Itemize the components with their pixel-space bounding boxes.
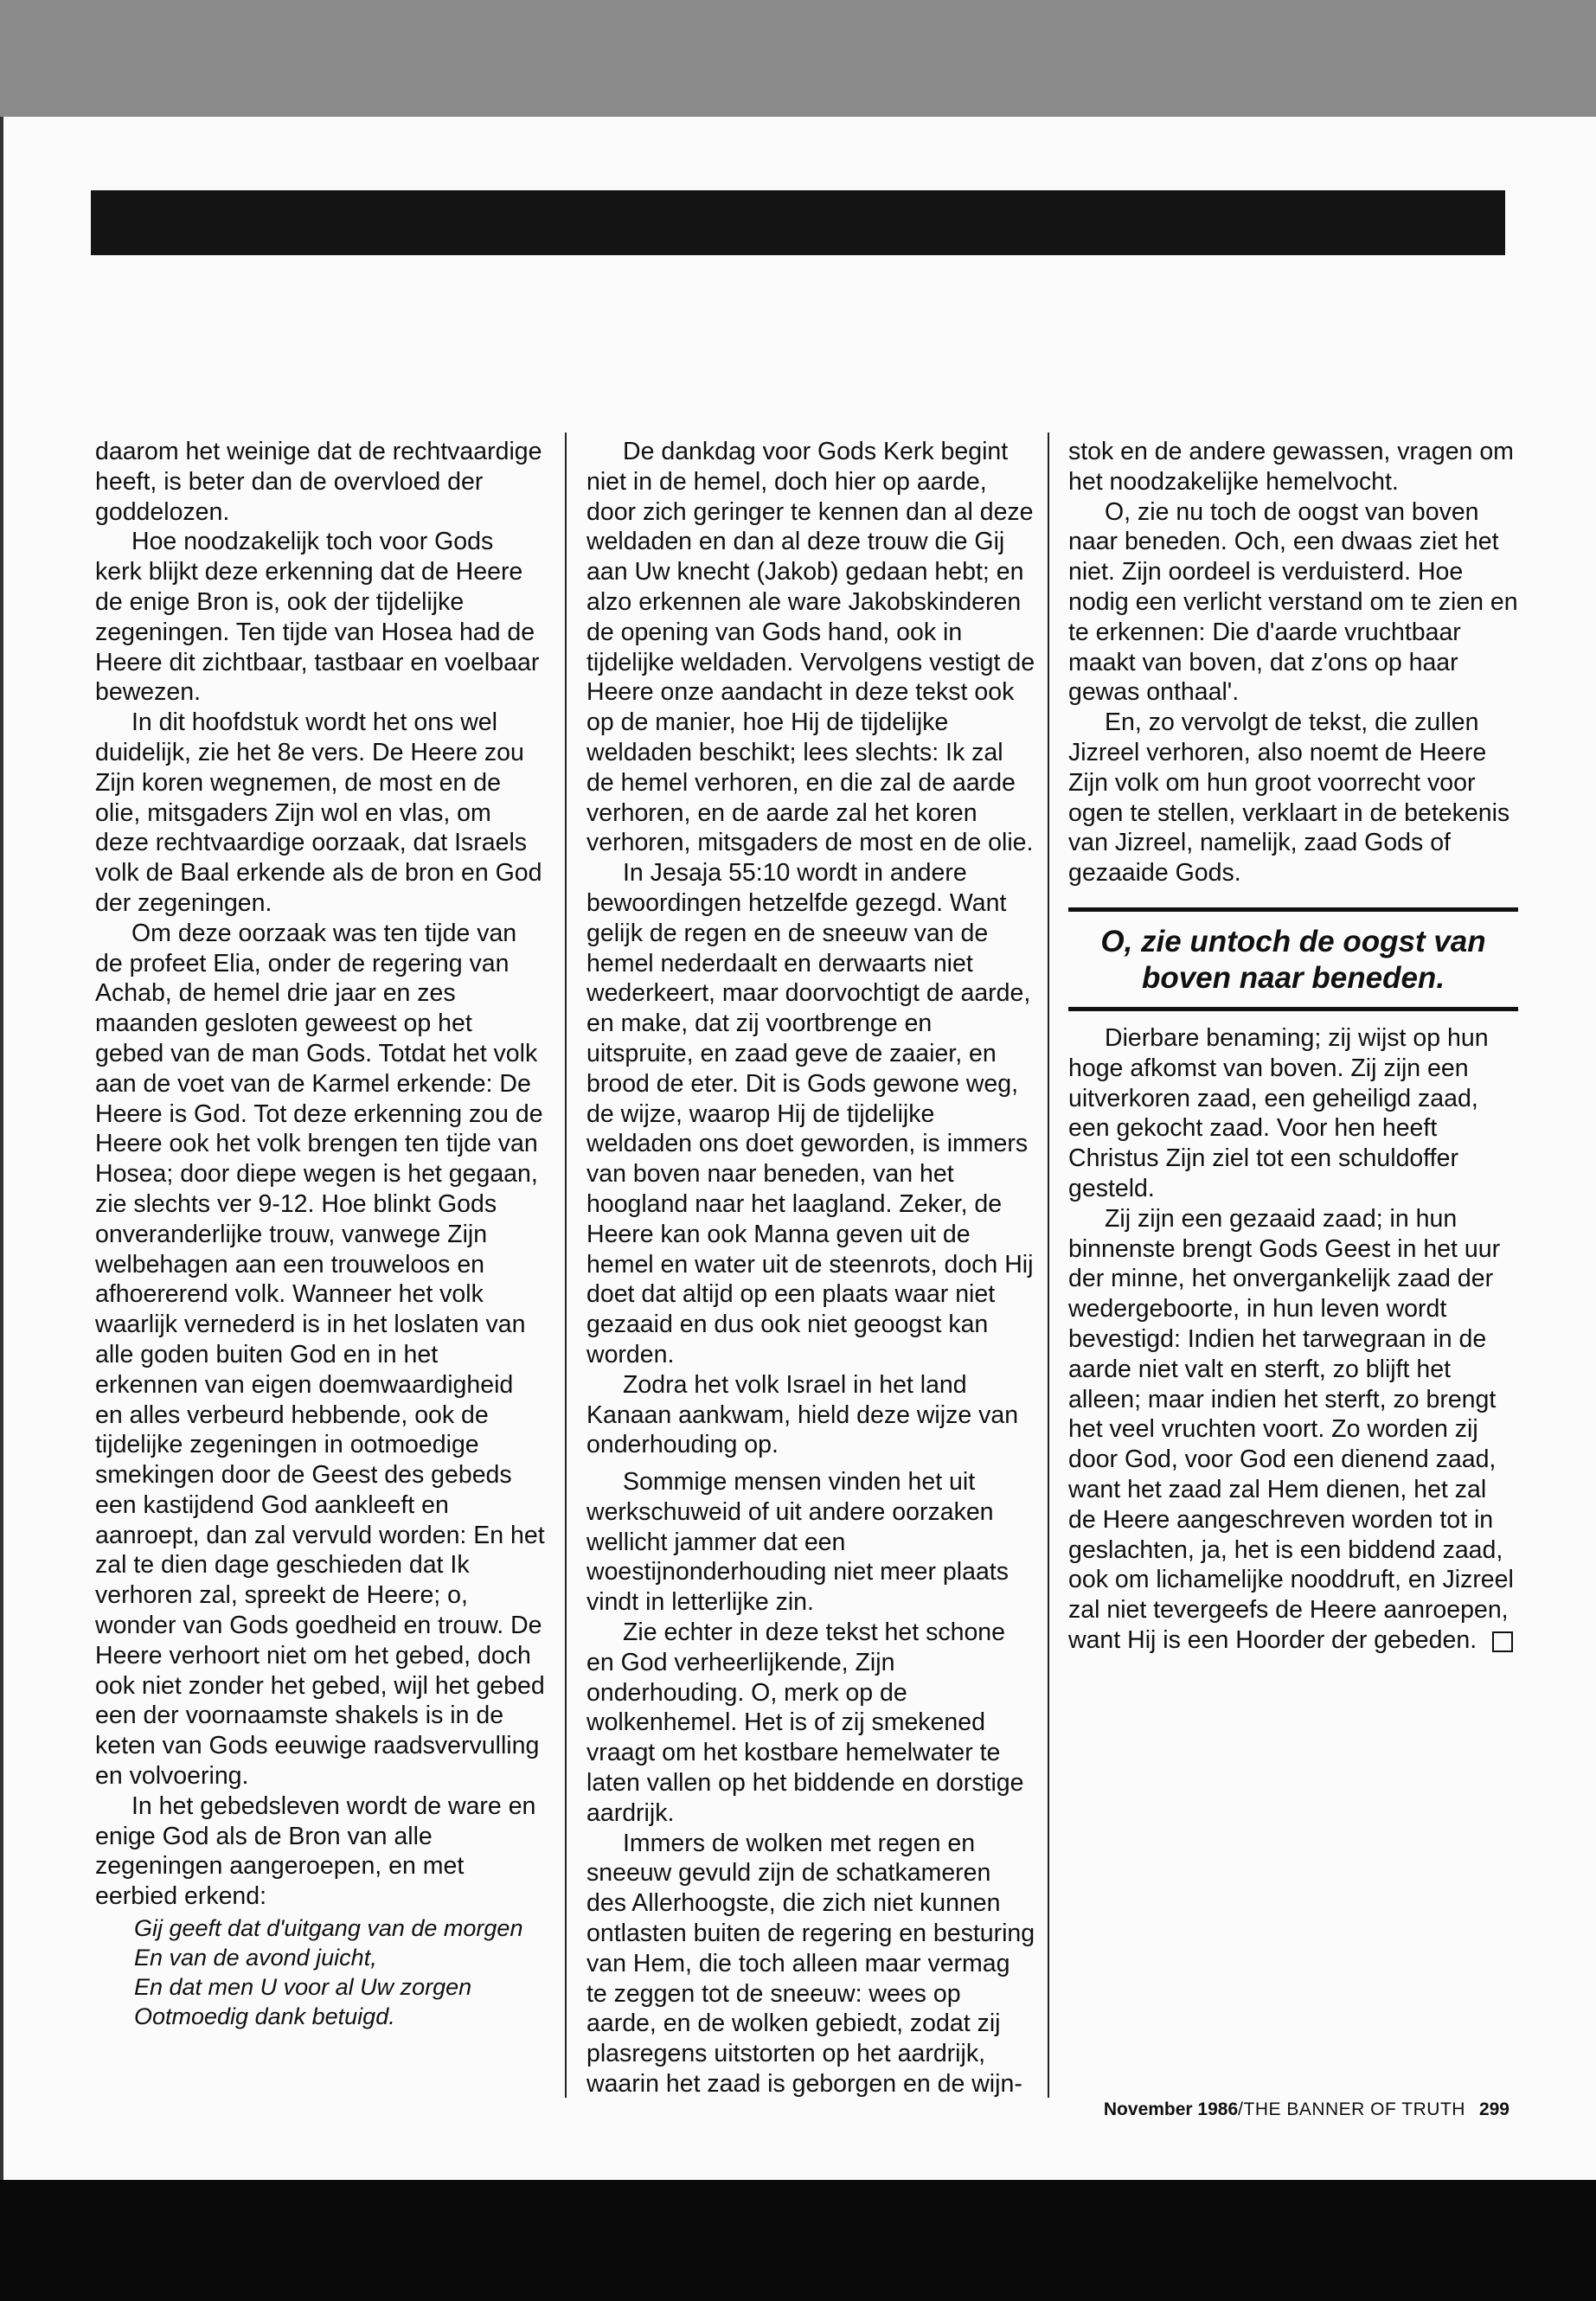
paragraph: En, zo vervolgt de tekst, die zullen Jizreel verhoren, also noemt de Heere Zijn volk om hun groot voorrecht voor ogen te stellen, verklaart in de betekenis van Jizreel, namelijk, zaad Gods of gezaaide Gods. (1068, 708, 1510, 888)
column-1 (95, 437, 545, 2031)
end-mark-icon (1492, 1631, 1513, 1652)
scan-top-margin (0, 0, 1596, 117)
paragraph: O, zie nu toch de oogst van boven naar beneden. Och, een dwaas ziet het niet. Zijn oordeel is verduisterd. Hoe nodig een verlicht verstand om te zien en te erkennen: Die d'aarde vruchtbaar maakt van boven, dat z'ons op haar gewas onthaal'. (1068, 497, 1518, 707)
paragraph: In Jesaja 55:10 wordt in andere bewoordingen hetzelfde gezegd. Want gelijk de regen en de sneeuw van de hemel nederdaalt en derwaarts niet wederkeert, maar doorvochtigt de aarde, en make, dat zij voortbrenge en uitspruite, en zaad geve de zaaier, en brood de eter. Dit is Gods gewone weg, de wijze, waarop Hij de tijdelijke weldaden ons doet geworden, is immers van boven naar beneden, van het hoogland naar het laagland. Zeker, de Heere kan ook Manna geven uit de hemel en water uit de steenrots, doch Hij doet dat altijd op een plaats waar niet gezaaid en dus ook niet geoogst kan worden. (586, 859, 1034, 1368)
poem-line: En van de avond juicht, (134, 1945, 377, 1971)
paragraph (1068, 1204, 1518, 1656)
paragraph-text: Zij zijn een gezaaid zaad; in hun binnenste brengt Gods Geest in het uur der minne, het onvergankelijk zaad der wedergeboorte, in hun leven wordt bevestigd: Indien het tarwegraan in de aarde niet valt en sterft, zo blijft het alleen; maar indien het sterft, zo brengt het veel vruchten voort. Zo worden zij door God, voor God een dienend zaad, want het zaad zal Hem dienen, het zal de Heere aangeschreven worden tot in geslachten, ja, het is een biddend zaad, ook om lichamelijke nooddruft, en Jizreel zal niet tevergeefs de Heere aanroepen, want Hij is een Hoorder der gebeden. (1068, 1204, 1514, 1654)
column-2 (586, 437, 1036, 2099)
paragraph: daarom het weinige dat de rechtvaardige heeft, is beter dan de overvloed der goddelozen. (95, 438, 542, 526)
issue-date: November 1986 (1103, 2099, 1239, 2119)
poem-line: En dat men U voor al Uw zorgen (134, 1974, 472, 2001)
paragraph: In het gebedsleven wordt de ware en enige God als de Bron van alle zegeningen aangeroepen, en met eerbied erkend: (95, 1791, 536, 1911)
column-divider (565, 433, 567, 2098)
poem-quote (134, 1913, 545, 2031)
page-footer (1081, 2098, 1509, 2122)
page-number: 299 (1478, 2099, 1509, 2119)
paragraph: Om deze oorzaak was ten tijde van de profeet Elia, onder de regering van Achab, de hemel drie jaar en zes maanden gesloten geweest op het gebed van de man Gods. Totdat het volk aan de voet van de Karmel erkende: De Heere is God. Tot deze erkenning zou de Heere ook het volk brengen ten tijde van Hosea; door diepe wegen is het gegaan, zie slechts ver 9-12. Hoe blinkt Gods onveranderlijke trouw, vanwege Zijn welbehagen aan een trouweloos en afhoererend volk. Wanneer het volk waarlijk vernederd is in het loslaten van alle goden buiten God en in het erkennen van eigen doemwaardigheid en alles verbeurd hebbende, ook de tijdelijke zegeningen in ootmoedige smekingen door de Geest des gebeds een kastijdend God aankleeft en aanroept, dan zal vervuld worden: En het zal te dien dage geschieden dat Ik verhoren zal, spreekt de Heere; o, wonder van Gods goedheid en trouw. De Heere verhoort niet om het gebed, doch ook niet zonder het gebed, wijl het gebed een der voornaamste shakels is in de keten van Gods eeuwige raadsvervulling en volvoering. (95, 919, 545, 1791)
paragraph: Hoe noodzakelijk toch voor Gods kerk blijkt deze erkenning dat de Heere de enige Bron is, ook der tijdelijke zegeningen. Ten tijde van Hosea had de Heere dit zichtbaar, tastbaar en voelbaar bewezen. (95, 528, 540, 707)
callout-rule-top (1068, 907, 1518, 912)
paragraph: Zodra het volk Israel in het land Kanaan aankwam, hield deze wijze van onderhouding op. (586, 1370, 1019, 1459)
paragraph: Immers de wolken met regen en sneeuw gevuld zijn de schatkameren des Allerhoogste, die zich niet kunnen ontlasten buiten de regering en besturing van Hem, die toch alleen maar vermag te zeggen tot de sneeuw: wees op aarde, en de wolken gebiedt, zodat zij plasregens uitstorten op het aardrijk, waarin het zaad is geborgen en de wijn- (586, 1829, 1035, 2099)
publication-name: /THE BANNER OF TRUTH (1238, 2099, 1465, 2119)
paragraph: Zie echter in deze tekst het schone en God verheerlijkende, Zijn onderhouding. O, merk op de wolkenhemel. Het is of zij smekened vraagt om het kostbare hemelwater te laten vallen op het biddende en dorstige aardrijk. (586, 1618, 1024, 1827)
header-bar (91, 190, 1505, 255)
poem-line: Gij geeft dat d'uitgang van de morgen (134, 1915, 523, 1942)
column-3 (1068, 437, 1518, 1656)
column-divider (1048, 433, 1049, 2098)
scan-bottom-margin (0, 2180, 1596, 2301)
page-edge (0, 117, 3, 2193)
pull-quote: O, zie untoch de oogst van boven naar beneden. (1100, 924, 1486, 995)
paragraph: De dankdag voor Gods Kerk begint niet in de hemel, doch hier op aarde, door zich geringer te kennen dan al deze weldaden en dan al deze trouw die Gij aan Uw knecht (Jakob) gedaan hebt; en alzo erkennen ale ware Jakobskinderen de opening van Gods hand, ook in tijdelijke weldaden. Vervolgens vestigt de Heere onze aandacht in deze tekst ook op de manier, hoe Hij de tijdelijke weldaden beschikt; lees slechts: Ik zal de hemel verhoren, en die zal de aarde verhoren, en de aarde zal het koren verhoren, mitsgaders de most en de olie. (586, 438, 1035, 857)
paragraph: In dit hoofdstuk wordt het ons wel duidelijk, zie het 8e vers. De Heere zou Zijn koren wegnemen, de most en de olie, mitsgaders Zijn wol en vlas, om deze rechtvaardige oorzaak, dat Israels volk de Baal erkende als de bron en God der zegeningen. (95, 708, 542, 917)
paragraph: stok en de andere gewassen, vragen om het noodzakelijke hemelvocht. (1068, 438, 1514, 496)
paragraph: Dierbare benaming; zij wijst op hun hoge afkomst van boven. Zij zijn een uitverkoren zaad, een geheiligd zaad, een gekocht zaad. Voor hen heeft Christus Zijn ziel tot een schuldoffer gesteld. (1068, 1023, 1489, 1202)
poem-line: Ootmoedig dank betuigd. (134, 2003, 395, 2030)
paragraph: Sommige mensen vinden het uit werkschuweid of uit andere oorzaken wellicht jammer dat een woestijnonderhouding niet meer plaats vindt in letterlijke zin. (586, 1468, 1009, 1617)
